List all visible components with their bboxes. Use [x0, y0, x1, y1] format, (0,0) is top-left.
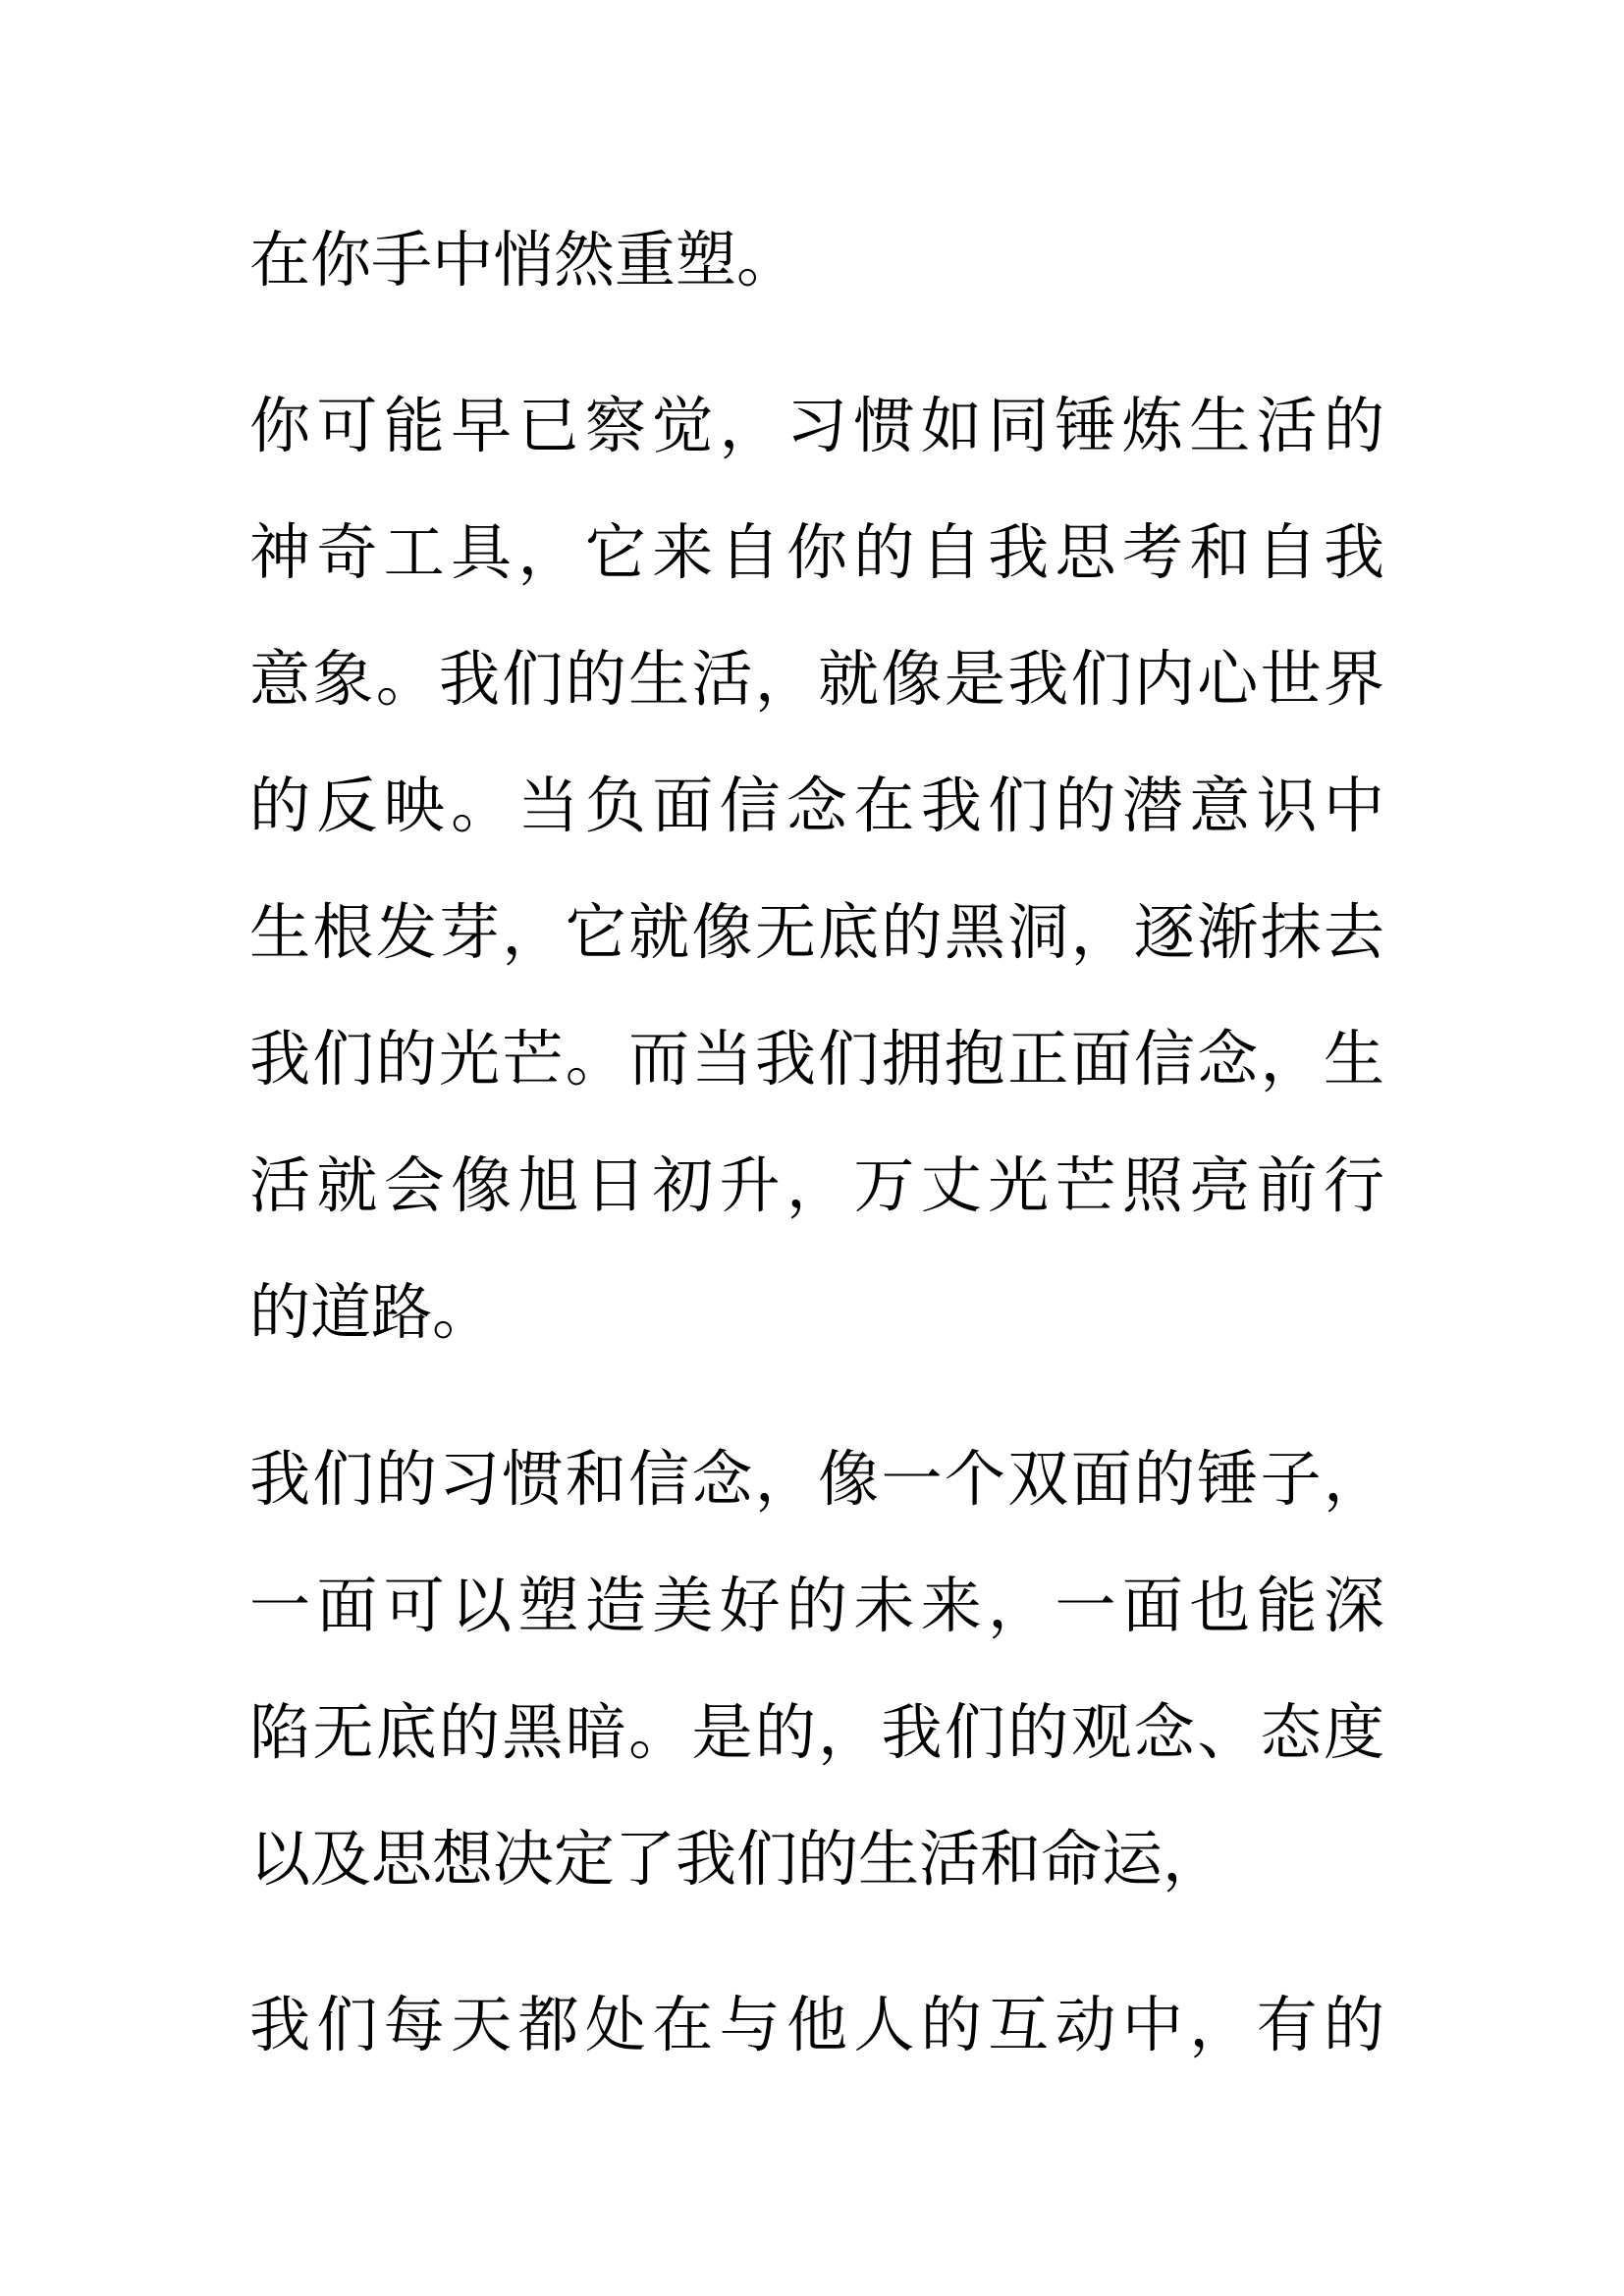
text-line: 的道路。 [249, 1276, 494, 1348]
text-line: 我们的习惯和信念，像一个双面的锤子， [249, 1443, 1384, 1515]
text-line: 一面可以塑造美好的未来，一面也能深 [249, 1570, 1384, 1641]
text-line: 意象。我们的生活，就像是我们内心世界 [249, 643, 1384, 715]
text-line: 活就会像旭日初升，万丈光芒照亮前行 [249, 1149, 1384, 1221]
text-line: 你可能早已察觉，习惯如同锤炼生活的 [249, 390, 1384, 461]
text-line: 的反映。当负面信念在我们的潜意识中 [249, 770, 1384, 841]
text-line: 我们的光芒。而当我们拥抱正面信念，生 [249, 1023, 1384, 1095]
text-line: 生根发芽，它就像无底的黑洞，逐渐抹去 [249, 896, 1384, 968]
text-line: 神奇工具，它来自你的自我思考和自我 [249, 516, 1384, 588]
text-line: 以及思想决定了我们的生活和命运， [249, 1823, 1224, 1895]
text-line: 陷无底的黑暗。是的，我们的观念、态度 [249, 1696, 1384, 1768]
text-line: 在你手中悄然重塑。 [249, 224, 798, 295]
text-line: 我们每天都处在与他人的互动中，有的 [249, 1989, 1384, 2060]
